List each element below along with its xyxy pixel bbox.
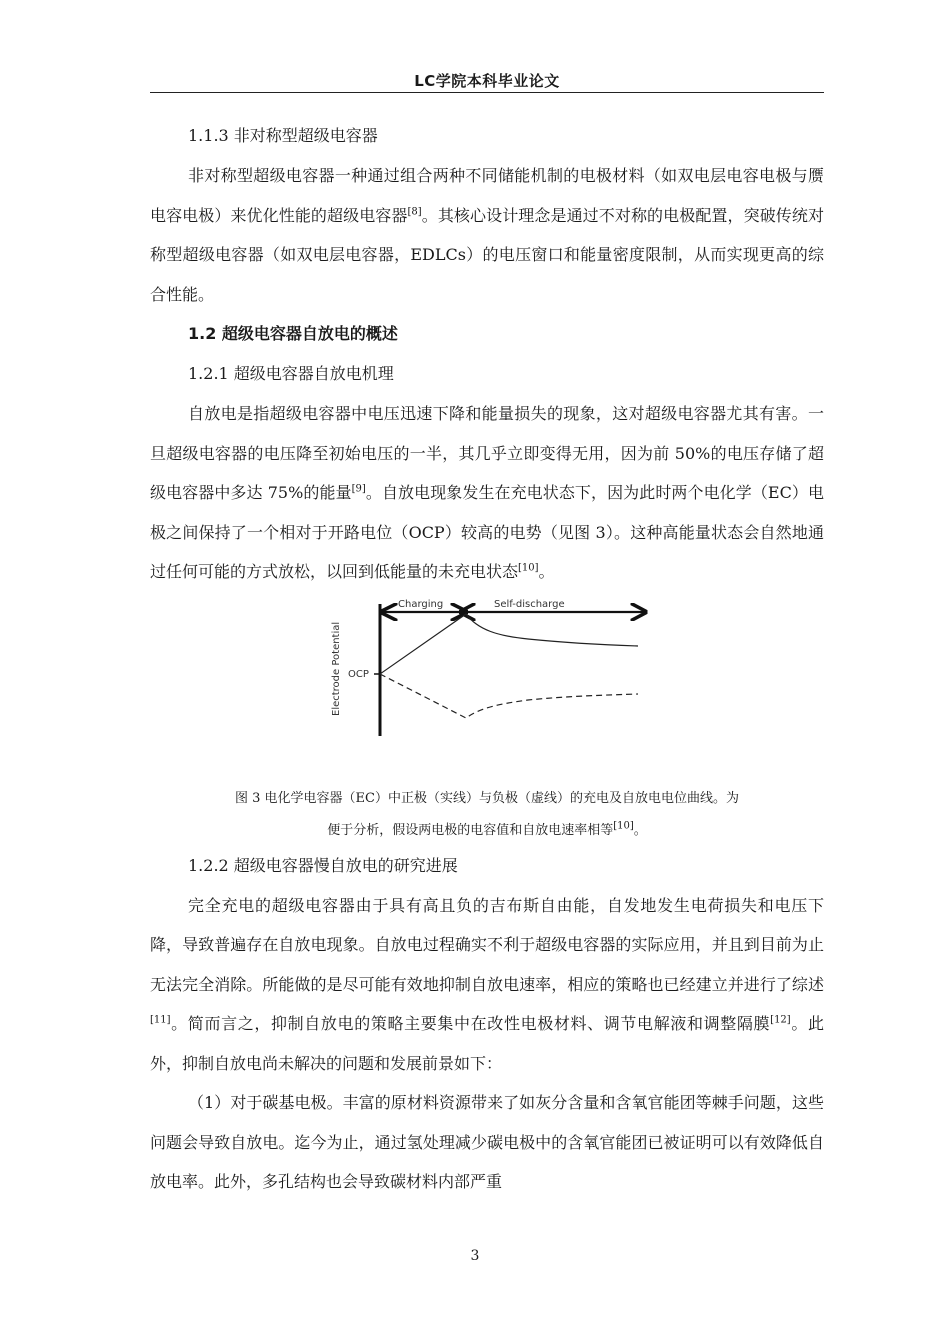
paragraph-text: 非对称型超级电容器一种通过组合两种不同储能机制的电极材料（如双电层电容电极与赝电容电极）来优化性能的超级电容器 — [150, 166, 824, 225]
page-number: 3 — [470, 1248, 480, 1264]
page-header: LC学院本科毕业论文 — [414, 72, 560, 90]
figure-caption-line-1: 图 3 电化学电容器（EC）中正极（实线）与负极（虚线）的充电及自放电电位曲线。为 — [235, 790, 739, 806]
charging-label: Charging — [398, 598, 444, 610]
positive-electrode-curve — [380, 614, 638, 674]
page-content — [150, 116, 824, 1202]
paragraph-text: 。自放电现象发生在充电状态下，因为此时两个电化学（EC）电极之间保持了一个相对于开路电位（OCP）较高的电势（见图 3）。这种高能量状态会自然地通过任何可能的方式放松，以回到低能量的未充电状态 — [150, 483, 824, 581]
paragraph-text: 自放电是指超级电容器中电压迅速下降和能量损失的现象，这对超级电容器尤其有害。一旦超级电容器的电压降至初始电压的一半，其几乎立即变得无用，因为前 50%的电压存储了超级电容器中多达 75%的能量 — [150, 404, 824, 502]
section-heading-1-1-3: 1.1.3 非对称型超级电容器 — [188, 126, 378, 145]
figure-3 — [150, 592, 824, 782]
y-axis-label: Electrode Potential — [331, 621, 342, 716]
section-heading-1-2-2: 1.2.2 超级电容器慢自放电的研究进展 — [188, 855, 458, 875]
citation-12: [12] — [770, 1014, 791, 1026]
paragraph-text: 。此外，抑制自放电尚未解决的问题和发展前景如下： — [150, 1014, 824, 1073]
paragraph-text: 。简而言之，抑制自放电的策略主要集中在改性电极材料、调节电解液和调整隔膜 — [170, 1014, 771, 1033]
citation-9: [9] — [351, 483, 366, 495]
figure-caption-line-2 — [150, 816, 824, 846]
citation-8: [8] — [407, 206, 422, 218]
citation-11: [11] — [150, 1014, 171, 1026]
self-discharge-label: Self-discharge — [494, 598, 565, 610]
caption-text-tail: 。 — [633, 822, 647, 838]
paragraph-text: 完全充电的超级电容器由于具有高且负的吉布斯自由能，自发地发生电荷损失和电压下降，导致普遍存在自放电现象。自放电过程确实不利于超级电容器的实际应用，并且到目前为止无法完全消除。所能做的是尽可能有效地抑制自放电速率，相应的策略也已经建立并进行了综述 — [150, 895, 824, 994]
header-rule — [150, 92, 824, 93]
negative-electrode-curve — [380, 674, 638, 718]
caption-citation: [10] — [613, 820, 634, 832]
section-heading-1-2-1: 1.2.1 超级电容器自放电机理 — [188, 364, 394, 383]
potential-curve-diagram — [328, 598, 648, 740]
paragraph-slow-self-discharge — [150, 886, 824, 1084]
paragraph-text: 。 — [538, 562, 555, 581]
paragraph-text: 。其核心设计理念是通过不对称的电极配置，突破传统对称型超级电容器（如双电层电容器，EDLCs）的电压窗口和能量密度限制，从而实现更高的综合性能。 — [150, 205, 824, 304]
citation-10: [10] — [518, 562, 539, 574]
ocp-label: OCP — [348, 668, 369, 680]
paragraph-self-discharge-mechanism — [150, 394, 824, 592]
section-heading-1-2: 1.2 超级电容器自放电的概述 — [188, 324, 398, 343]
paragraph-asymmetric-supercapacitor — [150, 156, 824, 314]
paragraph-carbon-electrode: （1）对于碳基电极。丰富的原材料资源带来了如灰分含量和含氧官能团等棘手问题，这些问题会导致自放电。迄今为止，通过氢处理减少碳电极中的含氧官能团已被证明可以有效降低自放电率。此外，多孔结构也会导致碳材料内部严重 — [150, 1093, 824, 1191]
caption-text: 便于分析，假设两电极的电容值和自放电速率相等 — [327, 822, 614, 838]
